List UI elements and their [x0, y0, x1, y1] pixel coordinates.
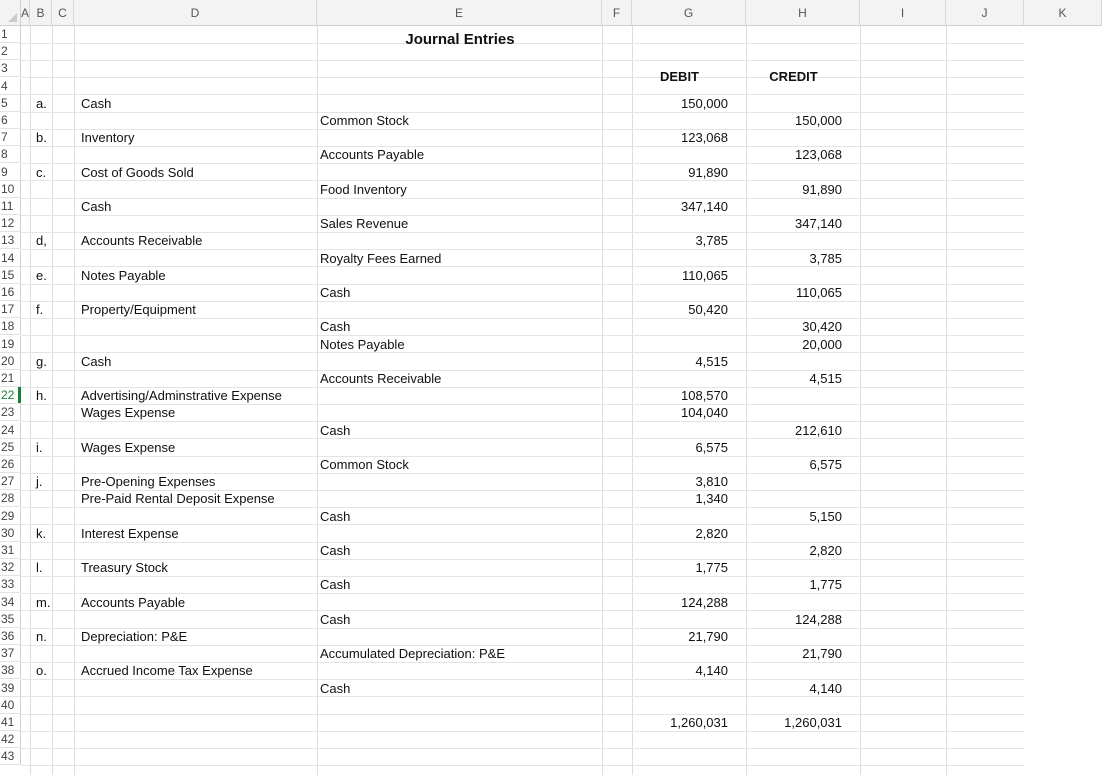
row-header-2[interactable]: 2	[0, 43, 21, 60]
credit-amount-cell[interactable]: 212,610	[795, 422, 842, 438]
debit-account-cell[interactable]: Notes Payable	[81, 267, 166, 283]
select-all-corner[interactable]	[0, 0, 21, 26]
row-gridline	[21, 714, 1024, 715]
column-header-e[interactable]: E	[317, 0, 602, 26]
row-header-41[interactable]: 41	[0, 714, 21, 731]
credit-amount-cell[interactable]: 6,575	[809, 456, 842, 472]
credit-account-cell[interactable]: Cash	[320, 680, 351, 696]
debit-account-cell[interactable]: Cash	[81, 353, 112, 369]
row-header-5[interactable]: 5	[0, 95, 21, 112]
row-header-32[interactable]: 32	[0, 559, 21, 576]
credit-amount-cell[interactable]: 4,140	[809, 680, 842, 696]
row-header-13[interactable]: 13	[0, 232, 21, 249]
column-header-h[interactable]: H	[746, 0, 860, 26]
column-header-b[interactable]: B	[30, 0, 52, 26]
entry-label-cell[interactable]: c.	[36, 164, 47, 180]
debit-amount-cell[interactable]: 123,068	[681, 130, 728, 146]
credit-account-cell[interactable]: Cash	[320, 284, 351, 300]
row-header-34[interactable]: 34	[0, 594, 21, 611]
row-header-30[interactable]: 30	[0, 525, 21, 542]
credit-account-cell[interactable]: Cash	[320, 319, 351, 335]
entry-label-cell[interactable]: l.	[36, 560, 43, 576]
row-header-12[interactable]: 12	[0, 215, 21, 232]
row-header-18[interactable]: 18	[0, 318, 21, 335]
credit-account-cell[interactable]: Common Stock	[320, 456, 409, 472]
credit-amount-cell[interactable]: 347,140	[795, 216, 842, 232]
credit-account-cell[interactable]: Accumulated Depreciation: P&E	[320, 646, 505, 662]
debit-account-cell[interactable]: Accounts Payable	[81, 594, 186, 610]
debit-amount-cell[interactable]: 108,570	[681, 388, 728, 404]
row-header-37[interactable]: 37	[0, 645, 21, 662]
entry-label-cell[interactable]: j.	[36, 474, 43, 490]
row-header-38[interactable]: 38	[0, 662, 21, 679]
row-header-11[interactable]: 11	[0, 198, 21, 215]
credit-account-cell[interactable]: Sales Revenue	[320, 216, 409, 232]
row-gridline	[21, 60, 1024, 61]
row-header-8[interactable]: 8	[0, 146, 21, 163]
entry-label-cell[interactable]: k.	[36, 525, 47, 541]
row-header-26[interactable]: 26	[0, 456, 21, 473]
debit-account-cell[interactable]: Pre-Paid Rental Deposit Expense	[81, 491, 275, 507]
credit-total-cell[interactable]: 1,260,031	[784, 714, 842, 730]
debit-account-cell[interactable]: Cash	[81, 95, 112, 111]
entry-label-cell[interactable]: n.	[36, 628, 47, 644]
debit-amount-cell[interactable]: 150,000	[681, 95, 728, 111]
row-header-29[interactable]: 29	[0, 508, 21, 525]
row-header-27[interactable]: 27	[0, 473, 21, 490]
entry-label-cell[interactable]: a.	[36, 95, 47, 111]
debit-account-cell[interactable]: Wages Expense	[81, 439, 176, 455]
debit-amount-cell[interactable]: 3,785	[695, 233, 728, 249]
credit-amount-cell[interactable]: 110,065	[795, 284, 842, 300]
row-header-17[interactable]: 17	[0, 301, 21, 318]
debit-account-cell[interactable]: Cash	[81, 198, 112, 214]
sheet-title[interactable]: Journal Entries	[405, 31, 515, 48]
credit-account-cell[interactable]: Cash	[320, 542, 351, 558]
debit-account-cell[interactable]: Accrued Income Tax Expense	[81, 663, 253, 679]
row-header-7[interactable]: 7	[0, 129, 21, 146]
credit-amount-cell[interactable]: 21,790	[802, 646, 842, 662]
row-header-23[interactable]: 23	[0, 404, 21, 421]
column-header-g[interactable]: G	[632, 0, 746, 26]
debit-amount-cell[interactable]: 4,140	[695, 663, 728, 679]
debit-account-cell[interactable]: Depreciation: P&E	[81, 628, 188, 644]
entry-label-cell[interactable]: b.	[36, 130, 47, 146]
debit-account-cell[interactable]: Treasury Stock	[81, 560, 168, 576]
column-header-d[interactable]: D	[74, 0, 317, 26]
entry-label-cell[interactable]: d,	[36, 233, 47, 249]
row-header-4[interactable]: 4	[0, 78, 21, 95]
row-header-19[interactable]: 19	[0, 336, 21, 353]
row-header-42[interactable]: 42	[0, 731, 21, 748]
credit-amount-cell[interactable]: 3,785	[809, 250, 842, 266]
debit-amount-cell[interactable]: 347,140	[681, 198, 728, 214]
credit-account-cell[interactable]: Accounts Receivable	[320, 370, 442, 386]
credit-amount-cell[interactable]: 124,288	[795, 611, 842, 627]
credit-account-cell[interactable]: Cash	[320, 508, 351, 524]
debit-amount-cell[interactable]: 4,515	[695, 353, 728, 369]
debit-amount-cell[interactable]: 21,790	[688, 628, 728, 644]
debit-amount-cell[interactable]: 1,775	[695, 560, 728, 576]
credit-account-cell[interactable]: Cash	[320, 422, 351, 438]
debit-amount-cell[interactable]: 2,820	[695, 525, 728, 541]
row-header-40[interactable]: 40	[0, 697, 21, 714]
entry-label-cell[interactable]: g.	[36, 353, 47, 369]
debit-amount-cell[interactable]: 50,420	[688, 302, 728, 318]
row-header-21[interactable]: 21	[0, 370, 21, 387]
column-header-a[interactable]: A	[21, 0, 30, 26]
entry-label-cell[interactable]: h.	[36, 388, 47, 404]
debit-account-cell[interactable]: Inventory	[81, 130, 135, 146]
column-header-c[interactable]: C	[52, 0, 74, 26]
debit-amount-cell[interactable]: 1,340	[695, 491, 728, 507]
credit-amount-cell[interactable]: 30,420	[802, 319, 842, 335]
credit-amount-cell[interactable]: 20,000	[802, 336, 842, 352]
row-gridline	[21, 731, 1024, 732]
column-header-j[interactable]: J	[946, 0, 1024, 26]
credit-account-cell[interactable]: Notes Payable	[320, 336, 405, 352]
credit-header[interactable]: CREDIT	[769, 69, 818, 84]
row-header-25[interactable]: 25	[0, 439, 21, 456]
credit-account-cell[interactable]: Cash	[320, 611, 351, 627]
debit-account-cell[interactable]: Pre-Opening Expenses	[81, 474, 216, 490]
entry-label-cell[interactable]: e.	[36, 267, 47, 283]
credit-account-cell[interactable]: Cash	[320, 577, 351, 593]
entry-label-cell[interactable]: m.	[36, 594, 51, 610]
row-header-31[interactable]: 31	[0, 542, 21, 559]
row-header-3[interactable]: 3	[0, 60, 21, 77]
row-gridline	[21, 748, 1024, 749]
row-header-22[interactable]: 22	[0, 387, 21, 404]
row-header-28[interactable]: 28	[0, 490, 21, 507]
debit-account-cell[interactable]: Wages Expense	[81, 405, 176, 421]
row-header-6[interactable]: 6	[0, 112, 21, 129]
row-gridline	[21, 765, 1024, 766]
row-header-24[interactable]: 24	[0, 422, 21, 439]
debit-total-cell[interactable]: 1,260,031	[670, 714, 728, 730]
column-header-f[interactable]: F	[602, 0, 632, 26]
debit-amount-cell[interactable]: 110,065	[681, 267, 728, 283]
entry-label-cell[interactable]: f.	[36, 302, 44, 318]
debit-amount-cell[interactable]: 91,890	[688, 164, 728, 180]
row-header-20[interactable]: 20	[0, 353, 21, 370]
row-header-33[interactable]: 33	[0, 576, 21, 593]
row-header-43[interactable]: 43	[0, 748, 21, 765]
entry-label-cell[interactable]: i.	[36, 439, 43, 455]
credit-amount-cell[interactable]: 5,150	[809, 508, 842, 524]
debit-account-cell[interactable]: Accounts Receivable	[81, 233, 203, 249]
credit-amount-cell[interactable]: 1,775	[809, 577, 842, 593]
debit-account-cell[interactable]: Interest Expense	[81, 525, 179, 541]
row-header-15[interactable]: 15	[0, 267, 21, 284]
row-header-14[interactable]: 14	[0, 250, 21, 267]
credit-amount-cell[interactable]: 91,890	[802, 181, 842, 197]
entry-label-cell[interactable]: o.	[36, 663, 47, 679]
credit-amount-cell[interactable]: 150,000	[795, 112, 842, 128]
debit-amount-cell[interactable]: 104,040	[681, 405, 728, 421]
debit-account-cell[interactable]: Cost of Goods Sold	[81, 164, 194, 180]
debit-amount-cell[interactable]: 3,810	[695, 474, 728, 490]
row-gridline	[21, 77, 1024, 78]
debit-header[interactable]: DEBIT	[660, 69, 699, 84]
credit-account-cell[interactable]: Common Stock	[320, 112, 409, 128]
credit-amount-cell[interactable]: 123,068	[795, 147, 842, 163]
credit-amount-cell[interactable]: 4,515	[809, 370, 842, 386]
debit-account-cell[interactable]: Advertising/Adminstrative Expense	[81, 388, 282, 404]
credit-account-cell[interactable]: Accounts Payable	[320, 147, 425, 163]
credit-amount-cell[interactable]: 2,820	[809, 542, 842, 558]
debit-amount-cell[interactable]: 6,575	[695, 439, 728, 455]
column-header-k[interactable]: K	[1024, 0, 1102, 26]
credit-account-cell[interactable]: Food Inventory	[320, 181, 407, 197]
column-header-i[interactable]: I	[860, 0, 946, 26]
row-header-10[interactable]: 10	[0, 181, 21, 198]
row-header-36[interactable]: 36	[0, 628, 21, 645]
row-header-16[interactable]: 16	[0, 284, 21, 301]
debit-account-cell[interactable]: Property/Equipment	[81, 302, 196, 318]
row-header-39[interactable]: 39	[0, 680, 21, 697]
row-header-1[interactable]: 1	[0, 26, 21, 43]
debit-amount-cell[interactable]: 124,288	[681, 594, 728, 610]
row-header-35[interactable]: 35	[0, 611, 21, 628]
credit-account-cell[interactable]: Royalty Fees Earned	[320, 250, 442, 266]
row-header-9[interactable]: 9	[0, 164, 21, 181]
